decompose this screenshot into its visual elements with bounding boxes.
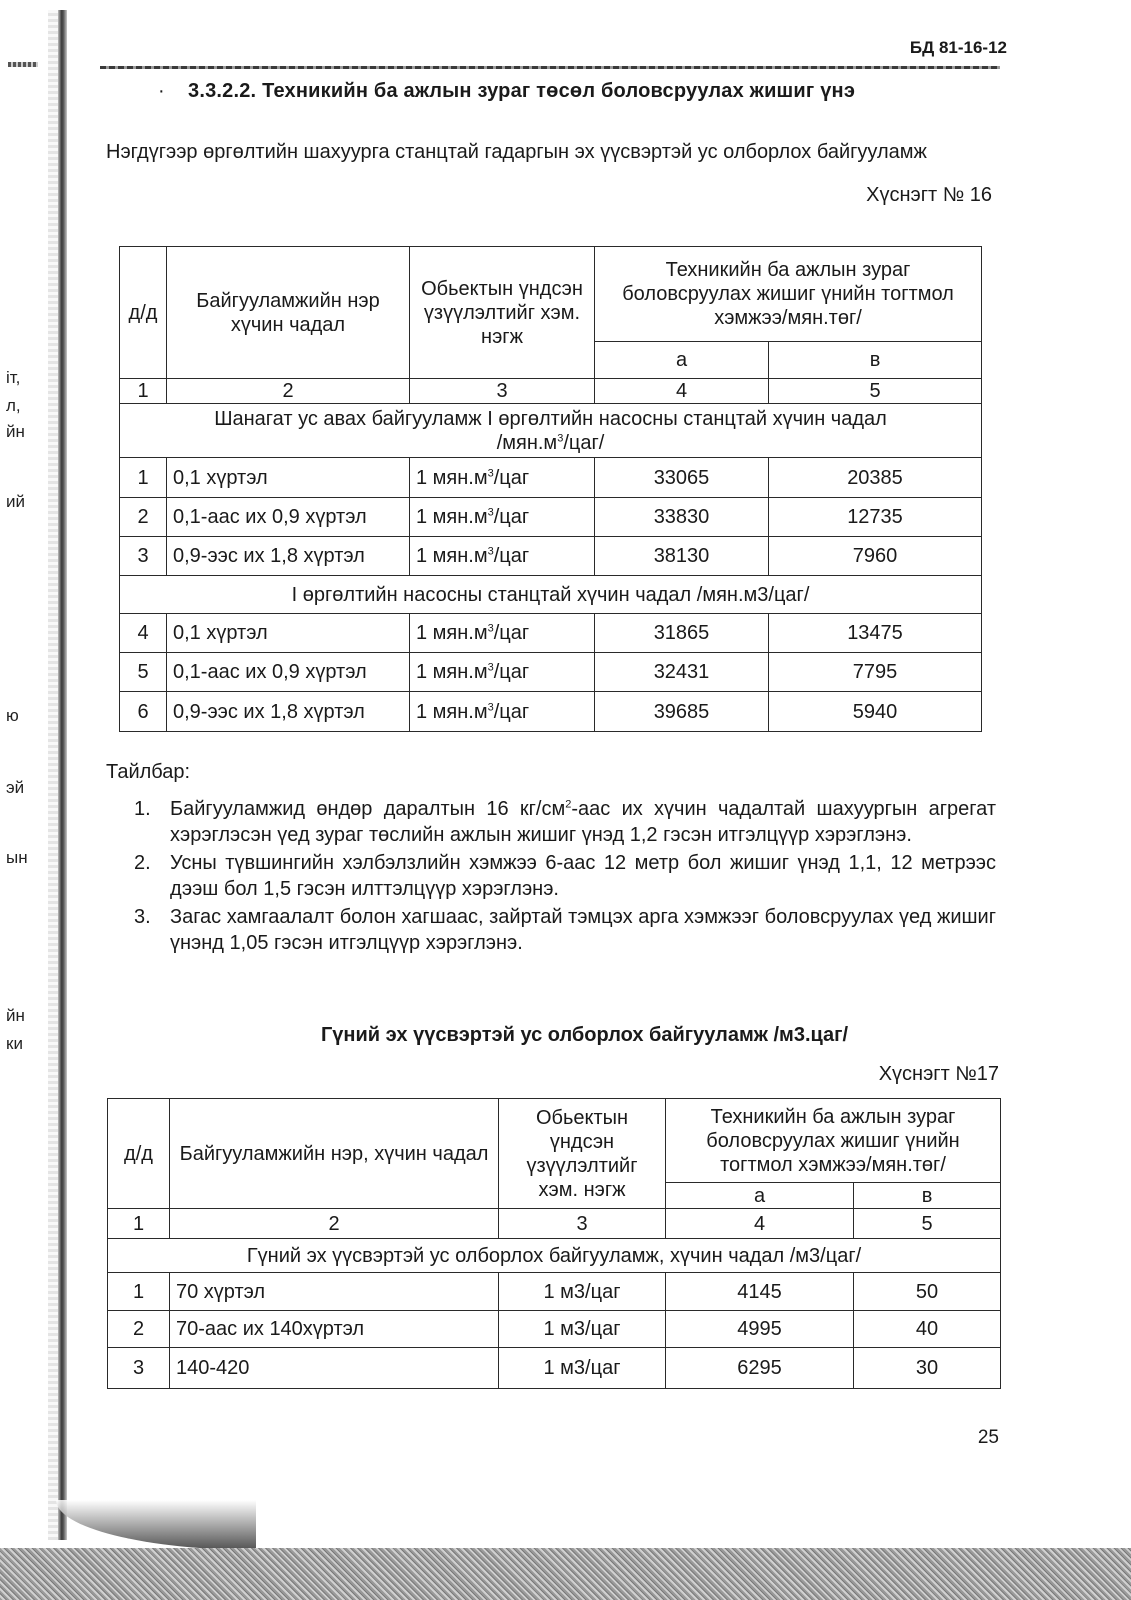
table-row: 5 0,1-аас их 0,9 хүртэл 1 $мян.м^3$/цаг 32431 7795 [120, 653, 982, 692]
margin-fragment: ки [6, 1034, 23, 1053]
col-number: 3 [499, 1209, 666, 1239]
table-row: 1 0,1 хүртэл 1 $мян.м^3$/цаг 33065 20385 [120, 458, 982, 498]
group-header: Шанагат ус авах байгууламж I өргөлтийн насосны станцтай хүчин чадал $/мян.м^3/цаг/$ [120, 404, 982, 458]
page-number: 25 [977, 1427, 999, 1448]
table1-heading: Нэгдүгээр өргөлтийн шахуурга станцтай гадаргын эх үүсвэртэй ус олборлох байгууламж [106, 141, 927, 163]
header-col-b: в [854, 1183, 1001, 1209]
unit-cell: 1 $мян.м^3$/цаг [410, 458, 595, 498]
col-number: 5 [769, 379, 982, 404]
col-number: 3 [410, 379, 595, 404]
unit-cell: 1 $мян.м^3$/цаг [410, 498, 595, 537]
header-price: Техникийн ба ажлын зураг боловсруулах жишиг үнийн тогтмол хэмжээ/мян.төг/ [666, 1099, 1001, 1183]
table2-number: Хүснэгт №17 [878, 1063, 999, 1085]
bullet-mark: · [158, 80, 165, 102]
scan-mark [8, 62, 38, 67]
note-item: 3. Загас хамгаалалт болон хагшаас, зайртай тэмцэх арга хэмжээг боловсруулах үед жишиг үнэнд 1,05 гэсэн итгэлцүүр хэрэглэнэ. [134, 906, 996, 954]
table-row: 1 70 хүртэл 1 м3/цаг 4145 50 [108, 1273, 1001, 1311]
table-row: 2 0,1-аас их 0,9 хүртэл 1 $мян.м^3$/цаг 33830 12735 [120, 498, 982, 537]
margin-fragment: йн [6, 1006, 25, 1025]
table-17 [107, 1098, 1001, 1389]
table-row: 6 0,9-ээс их 1,8 хүртэл 1 $мян.м^3$/цаг 39685 5940 [120, 692, 982, 732]
margin-fragment: эй [6, 778, 25, 797]
table-row: 2 70-аас их 140хүртэл 1 м3/цаг 4995 40 [108, 1311, 1001, 1348]
table-16 [119, 246, 982, 732]
col-number: 2 [167, 379, 410, 404]
margin-fragment: йн [6, 422, 25, 441]
col-number: 4 [666, 1209, 854, 1239]
header-index: д/д [120, 247, 167, 379]
unit-cell: 1 $мян.м^3$/цаг [410, 653, 595, 692]
header-unit: Обьектын үндсэн үзүүлэлтийг хэм. нэгж [410, 247, 595, 379]
header-rule [100, 66, 1000, 69]
unit-cell: 1 $мян.м^3$/цаг [410, 692, 595, 732]
margin-fragment: ю [6, 706, 19, 725]
margin-fragment: л, [6, 396, 21, 415]
col-number: 4 [595, 379, 769, 404]
page-curl [56, 1500, 256, 1550]
unit-cell: 1 $мян.м^3$/цаг [410, 614, 595, 653]
header-index: д/д [108, 1099, 170, 1209]
header-col-a: а [666, 1183, 854, 1209]
group-header: Гүний эх үүсвэртэй ус олборлох байгууламж, хүчин чадал /м3/цаг/ [108, 1239, 1001, 1273]
binding-shadow [48, 10, 58, 1540]
col-number: 1 [120, 379, 167, 404]
col-number: 2 [170, 1209, 499, 1239]
margin-fragment: ын [6, 848, 28, 867]
header-unit: Обьектын үндсэн үзүүлэлтийг хэм. нэгж [499, 1099, 666, 1209]
scan-bottom-band [0, 1548, 1131, 1600]
note-item: 1. Байгууламжид өндөр даралтын 16 $кг/см^2$-аас их хүчин чадалтай шахуургын агрегат хэрэглэсэн үед зураг төслийн ажлын жишиг үнэд 1,2 гэсэн итгэлцүүр хэрэглэнэ. [134, 798, 996, 846]
col-number: 1 [108, 1209, 170, 1239]
notes-list [134, 796, 996, 958]
table1-number: Хүснэгт № 16 [866, 184, 992, 206]
notes-title: Тайлбар: [106, 761, 191, 783]
table2-heading: Гүний эх үүсвэртэй ус олборлох байгууламж /м3.цаг/ [320, 1024, 849, 1046]
group-header: I өргөлтийн насосны станцтай хүчин чадал /мян.м3/цаг/ [120, 576, 982, 614]
table-row: 4 0,1 хүртэл 1 $мян.м^3$/цаг 31865 13475 [120, 614, 982, 653]
header-col-b: в [769, 342, 982, 379]
header-name: Байгууламжийн нэр, хүчин чадал [170, 1099, 499, 1209]
margin-fragment: ий [6, 492, 25, 511]
binding-spine [58, 10, 67, 1540]
unit-cell: 1 $мян.м^3$/цаг [410, 537, 595, 576]
header-price: Техникийн ба ажлын зураг боловсруулах жишиг үнийн тогтмол хэмжээ/мян.төг/ [595, 247, 982, 342]
col-number: 5 [854, 1209, 1001, 1239]
header-col-a: а [595, 342, 769, 379]
table-row: 3 140-420 1 м3/цаг 6295 30 [108, 1348, 1001, 1389]
section-title: 3.3.2.2. Техникийн ба ажлын зураг төсөл боловсруулах жишиг үнэ [188, 80, 856, 102]
note-item: 2. Усны түвшингийн хэлбэлзлийн хэмжээ 6-аас 12 метр бол жишиг үнэд 1,1, 12 метрээс дээш бол 1,5 гэсэн илттэлцүүр хэрэглэнэ. [134, 852, 996, 900]
margin-fragment: іт, [6, 368, 21, 387]
header-name: Байгууламжийн нэр хүчин чадал [167, 247, 410, 379]
document-code: БД 81-16-12 [909, 38, 1007, 57]
table-row: 3 0,9-ээс их 1,8 хүртэл 1 $мян.м^3$/цаг 38130 7960 [120, 537, 982, 576]
